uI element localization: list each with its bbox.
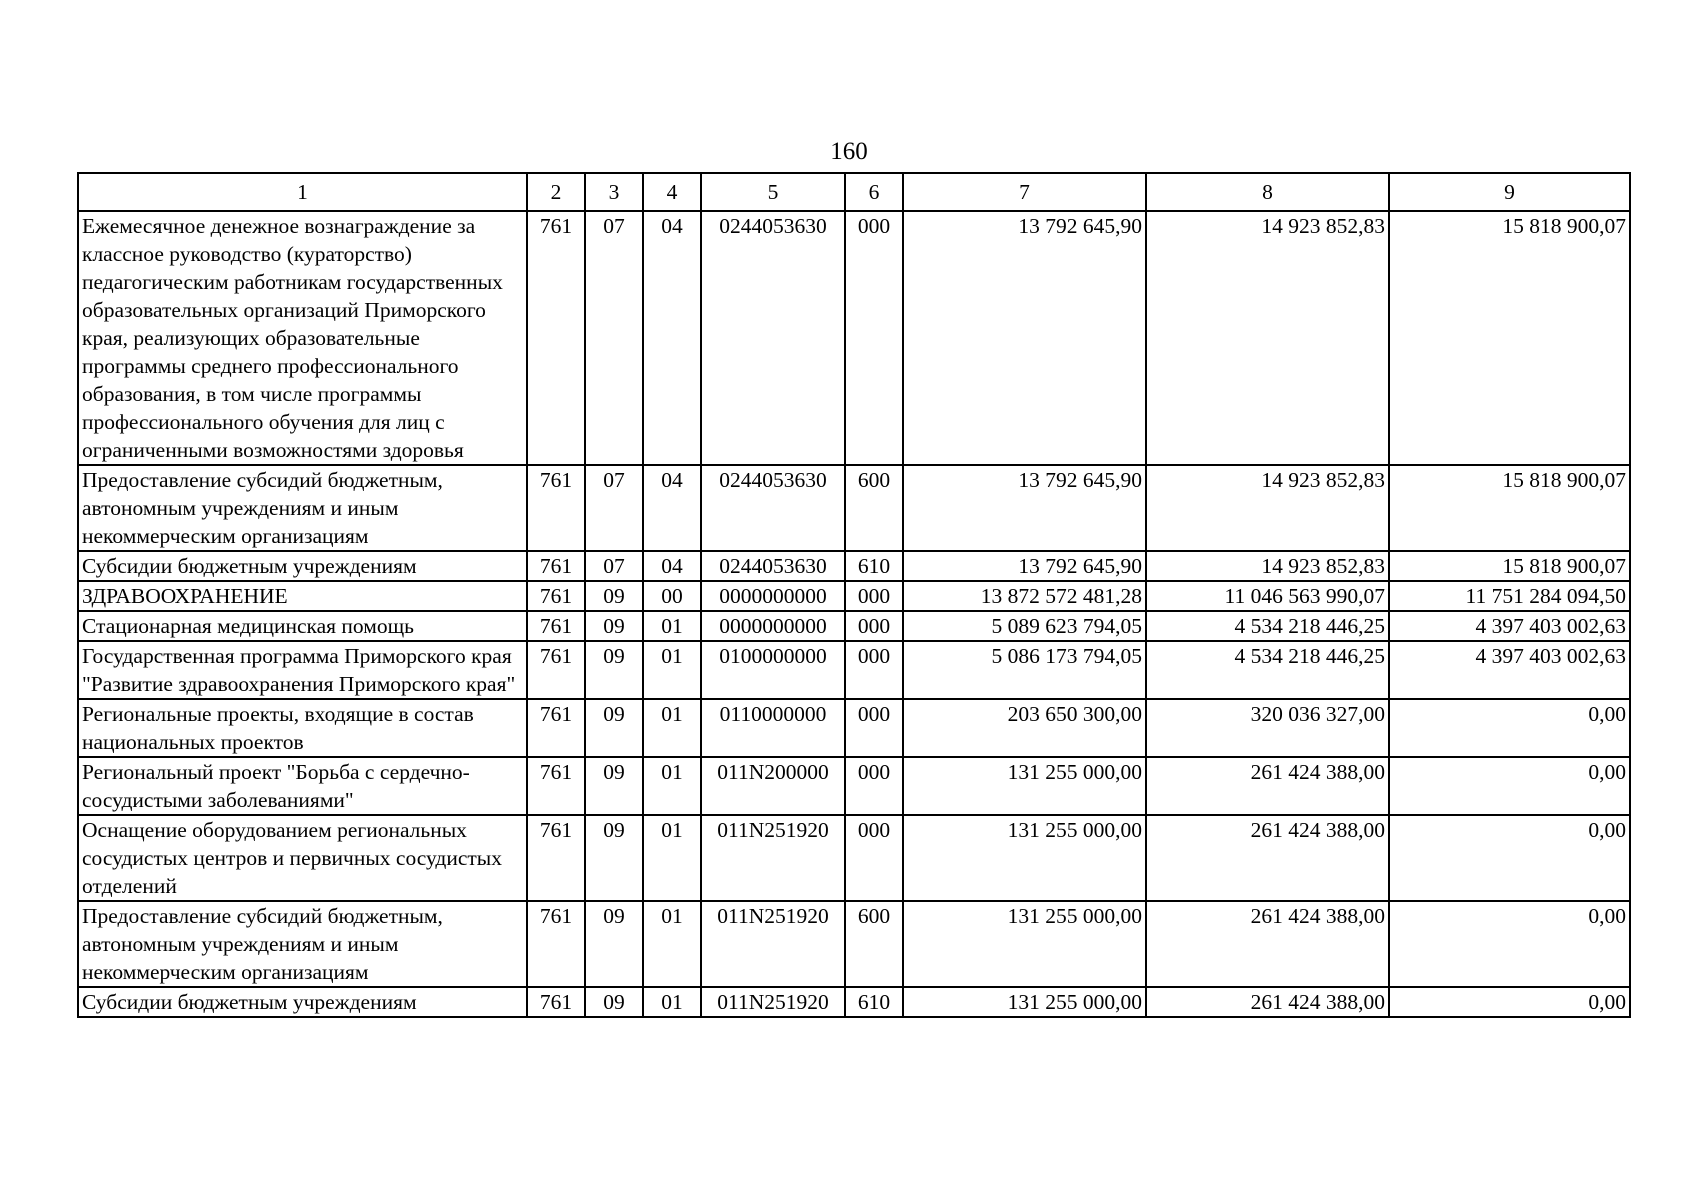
row-name-cell: Предоставление субсидий бюджетным, автономным учреждениям и иным некоммерческим организациям [78,901,527,987]
table-row [78,987,1630,1017]
row-name-cell: Предоставление субсидий бюджетным, автономным учреждениям и иным некоммерческим организациям [78,465,527,551]
amount-col7-cell: 13 792 645,90 [903,211,1146,465]
row-name-cell: ЗДРАВООХРАНЕНИЕ [78,581,527,611]
subsection-code-cell: 01 [643,987,701,1017]
grbs-code-cell: 761 [527,699,585,757]
expense-type-cell: 000 [845,581,903,611]
amount-col7-cell: 13 792 645,90 [903,551,1146,581]
section-code-cell: 07 [585,551,643,581]
grbs-code-cell: 761 [527,211,585,465]
section-code-cell: 09 [585,699,643,757]
subsection-code-cell: 04 [643,465,701,551]
table-body [78,211,1630,1017]
row-name-cell: Субсидии бюджетным учреждениям [78,551,527,581]
amount-col8-cell: 14 923 852,83 [1146,465,1389,551]
target-article-cell: 0244053630 [701,211,845,465]
target-article-cell: 0244053630 [701,551,845,581]
row-name-cell: Региональные проекты, входящие в состав национальных проектов [78,699,527,757]
amount-col9-cell: 0,00 [1389,699,1630,757]
amount-col8-cell: 4 534 218 446,25 [1146,641,1389,699]
grbs-code-cell: 761 [527,641,585,699]
table-row [78,581,1630,611]
column-header: 7 [903,173,1146,211]
expense-type-cell: 610 [845,987,903,1017]
amount-col7-cell: 203 650 300,00 [903,699,1146,757]
amount-col7-cell: 131 255 000,00 [903,987,1146,1017]
expense-type-cell: 600 [845,465,903,551]
amount-col9-cell: 0,00 [1389,901,1630,987]
table-row [78,901,1630,987]
grbs-code-cell: 761 [527,551,585,581]
section-code-cell: 07 [585,211,643,465]
amount-col7-cell: 5 086 173 794,05 [903,641,1146,699]
subsection-code-cell: 01 [643,757,701,815]
table-row [78,551,1630,581]
expense-type-cell: 000 [845,757,903,815]
section-code-cell: 09 [585,757,643,815]
table-row [78,465,1630,551]
section-code-cell: 09 [585,641,643,699]
amount-col9-cell: 0,00 [1389,757,1630,815]
table-row [78,641,1630,699]
column-header: 6 [845,173,903,211]
amount-col7-cell: 13 792 645,90 [903,465,1146,551]
section-code-cell: 09 [585,987,643,1017]
amount-col7-cell: 13 872 572 481,28 [903,581,1146,611]
column-header: 5 [701,173,845,211]
table-row [78,211,1630,465]
amount-col7-cell: 131 255 000,00 [903,901,1146,987]
row-name-cell: Ежемесячное денежное вознаграждение за классное руководство (кураторство) педагогическим работникам государственных образовательных организаций Приморского края, реализующих образовательные программы среднего профессионального образования, в том числе программы профессионального обучения для лиц с ограниченными возможностями здоровья [78,211,527,465]
column-header: 2 [527,173,585,211]
column-header: 1 [78,173,527,211]
expense-type-cell: 600 [845,901,903,987]
grbs-code-cell: 761 [527,901,585,987]
grbs-code-cell: 761 [527,757,585,815]
target-article-cell: 0000000000 [701,611,845,641]
amount-col9-cell: 15 818 900,07 [1389,465,1630,551]
column-header: 3 [585,173,643,211]
amount-col9-cell: 4 397 403 002,63 [1389,641,1630,699]
table-row [78,611,1630,641]
table-row [78,757,1630,815]
expense-type-cell: 000 [845,815,903,901]
target-article-cell: 011N251920 [701,987,845,1017]
amount-col8-cell: 261 424 388,00 [1146,757,1389,815]
amount-col8-cell: 14 923 852,83 [1146,551,1389,581]
row-name-cell: Оснащение оборудованием региональных сосудистых центров и первичных сосудистых отделений [78,815,527,901]
subsection-code-cell: 01 [643,641,701,699]
amount-col9-cell: 0,00 [1389,987,1630,1017]
amount-col9-cell: 4 397 403 002,63 [1389,611,1630,641]
column-number-row [78,173,1630,211]
amount-col8-cell: 261 424 388,00 [1146,987,1389,1017]
subsection-code-cell: 04 [643,551,701,581]
amount-col9-cell: 0,00 [1389,815,1630,901]
table-row [78,699,1630,757]
amount-col8-cell: 14 923 852,83 [1146,211,1389,465]
grbs-code-cell: 761 [527,465,585,551]
amount-col7-cell: 5 089 623 794,05 [903,611,1146,641]
column-header: 8 [1146,173,1389,211]
expense-type-cell: 000 [845,611,903,641]
page-number: 160 [830,138,868,165]
subsection-code-cell: 01 [643,611,701,641]
amount-col9-cell: 11 751 284 094,50 [1389,581,1630,611]
target-article-cell: 0000000000 [701,581,845,611]
section-code-cell: 09 [585,815,643,901]
amount-col9-cell: 15 818 900,07 [1389,551,1630,581]
expense-type-cell: 000 [845,699,903,757]
section-code-cell: 09 [585,901,643,987]
subsection-code-cell: 04 [643,211,701,465]
amount-col8-cell: 261 424 388,00 [1146,815,1389,901]
expense-type-cell: 000 [845,211,903,465]
budget-table [77,172,1631,1018]
row-name-cell: Государственная программа Приморского края "Развитие здравоохранения Приморского края" [78,641,527,699]
target-article-cell: 0110000000 [701,699,845,757]
subsection-code-cell: 00 [643,581,701,611]
subsection-code-cell: 01 [643,901,701,987]
row-name-cell: Стационарная медицинская помощь [78,611,527,641]
section-code-cell: 07 [585,465,643,551]
row-name-cell: Региональный проект "Борьба с сердечно-сосудистыми заболеваниями" [78,757,527,815]
expense-type-cell: 610 [845,551,903,581]
amount-col9-cell: 15 818 900,07 [1389,211,1630,465]
target-article-cell: 0100000000 [701,641,845,699]
amount-col7-cell: 131 255 000,00 [903,757,1146,815]
grbs-code-cell: 761 [527,815,585,901]
target-article-cell: 011N200000 [701,757,845,815]
section-code-cell: 09 [585,611,643,641]
grbs-code-cell: 761 [527,987,585,1017]
expense-type-cell: 000 [845,641,903,699]
section-code-cell: 09 [585,581,643,611]
amount-col8-cell: 11 046 563 990,07 [1146,581,1389,611]
table-row [78,815,1630,901]
target-article-cell: 011N251920 [701,901,845,987]
column-header: 9 [1389,173,1630,211]
column-header: 4 [643,173,701,211]
row-name-cell: Субсидии бюджетным учреждениям [78,987,527,1017]
amount-col8-cell: 4 534 218 446,25 [1146,611,1389,641]
grbs-code-cell: 761 [527,611,585,641]
amount-col8-cell: 261 424 388,00 [1146,901,1389,987]
subsection-code-cell: 01 [643,699,701,757]
subsection-code-cell: 01 [643,815,701,901]
grbs-code-cell: 761 [527,581,585,611]
amount-col8-cell: 320 036 327,00 [1146,699,1389,757]
target-article-cell: 011N251920 [701,815,845,901]
target-article-cell: 0244053630 [701,465,845,551]
amount-col7-cell: 131 255 000,00 [903,815,1146,901]
